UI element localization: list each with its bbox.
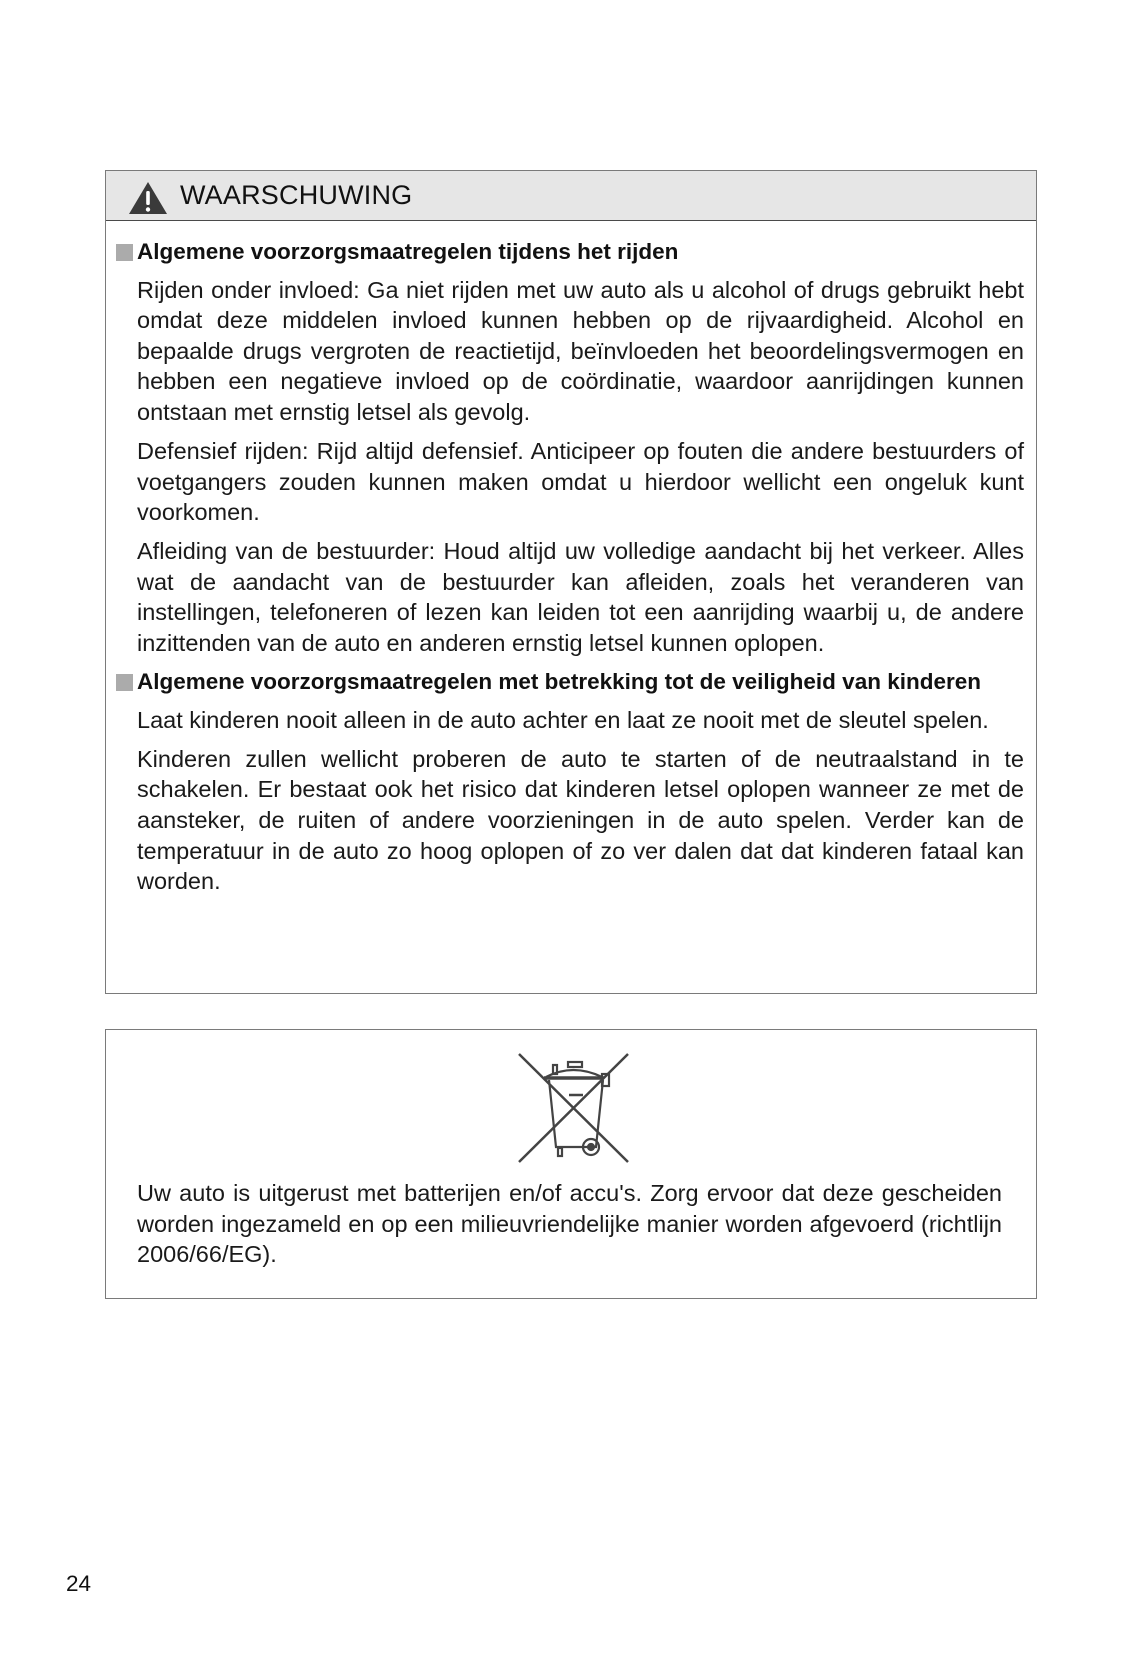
square-bullet-icon	[116, 674, 133, 691]
recycling-text: Uw auto is uitgerust met batterijen en/of accu's. Zorg ervoor dat deze gescheiden worden ingezameld en op een milieuvriendelijke manier worden afgevoerd (richtlijn 2006/66/EG).	[137, 1180, 1002, 1268]
paragraph-children-alone: Laat kinderen nooit alleen in de auto achter en laat ze nooit met de sleutel spelen.	[137, 706, 989, 733]
recycling-box	[105, 1029, 1037, 1299]
paragraph-children-risks: Kinderen zullen wellicht proberen de auto te starten of de neutraalstand in te schakelen. Er bestaat ook het risico dat kinderen letsel oplopen wanneer ze met de aansteker, de ruiten of andere voorzieningen in de auto spelen. Verder kan de temperatuur in de auto zo hoog oplopen of zo ver dalen dat dat kinderen fataal kan worden.	[137, 745, 1024, 895]
warning-content	[106, 221, 1036, 905]
section-child-safety	[106, 667, 1036, 897]
section-heading-text: Algemene voorzorgsmaatregelen met betrekking tot de veiligheid van kinderen	[137, 669, 981, 695]
section-heading-text: Algemene voorzorgsmaatregelen tijdens het rijden	[137, 239, 679, 264]
warning-box	[105, 170, 1037, 994]
warning-triangle-icon	[128, 181, 168, 215]
square-bullet-icon	[116, 244, 133, 261]
paragraph-driving-under-influence: Rijden onder invloed: Ga niet rijden met uw auto als u alcohol of drugs gebruikt hebt omdat deze middelen invloed kunnen hebben op de rijvaardigheid. Alcohol en bepaalde drugs vergroten de reactietijd, beïnvloeden het beoordelingsvermogen en hebben een negatieve invloed op de coördinatie, waardoor aanrijdingen kunnen ontstaan met ernstig letsel als gevolg.	[137, 276, 1024, 425]
page-number: 24	[66, 1571, 92, 1596]
warning-title: WAARSCHUWING	[180, 180, 413, 210]
section-heading	[137, 237, 1016, 268]
warning-header	[106, 171, 1036, 221]
crossed-out-wheelie-bin-icon	[516, 1050, 631, 1165]
paragraph-driver-distraction: Afleiding van de bestuurder: Houd altijd uw volledige aandacht bij het verkeer. Alles wat de aandacht van de bestuurder kan afleiden, zoals het veranderen van instellingen, telefoneren of lezen kan leiden tot een aanrijding waarbij u, de andere inzittenden van de auto en anderen ernstig letsel kunnen oplopen.	[137, 538, 1024, 657]
section-heading	[137, 667, 1016, 698]
paragraph-defensive-driving: Defensief rijden: Rijd altijd defensief. Anticipeer op fouten die andere bestuurders of voetgangers zouden kunnen maken omdat u hierdoor wellicht een ongeluk kunt voorkomen.	[137, 437, 1024, 526]
section-driving-precautions	[106, 237, 1036, 659]
